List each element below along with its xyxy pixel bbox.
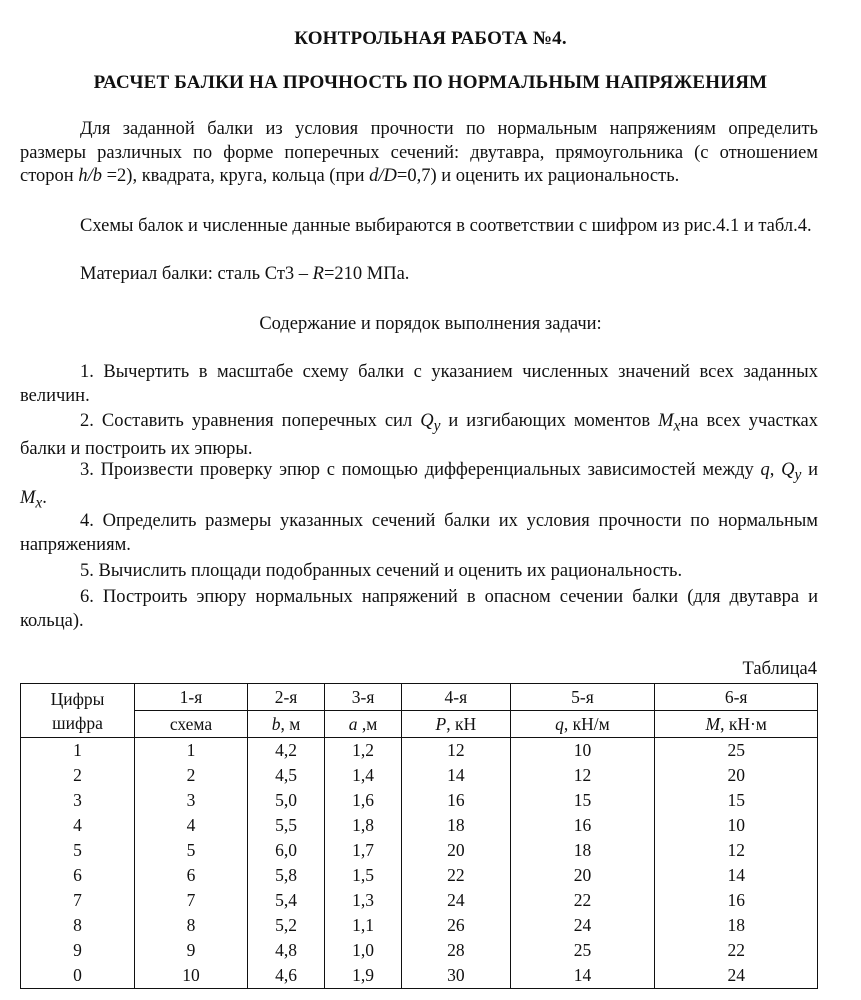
table-cell: 1,2 — [325, 738, 402, 764]
header-digit-4: 4-я — [402, 684, 510, 711]
header-digit-5: 5-я — [510, 684, 655, 711]
table-row — [21, 938, 818, 963]
table-row — [21, 913, 818, 938]
table-cell: 22 — [510, 888, 655, 913]
table-cell: 8 — [21, 913, 135, 938]
step-2: 2. Составить уравнения поперечных сил $Q_y$ и изгибающих моментов $M_xна$ всех участках балки и построить их эпюры. — [20, 411, 819, 460]
table-cell: 4,8 — [247, 938, 324, 963]
table-cell: 10 — [510, 738, 655, 764]
table-cell: 1,9 — [325, 963, 402, 989]
table-cell: 18 — [510, 838, 655, 863]
table-header-row-top — [21, 684, 818, 711]
table-cell: 24 — [510, 913, 655, 938]
table-cell: 5,8 — [247, 863, 324, 888]
table-cell: 12 — [655, 838, 818, 863]
table-cell: 9 — [135, 938, 248, 963]
table-cell: 4,2 — [247, 738, 324, 764]
table-cell: 12 — [510, 763, 655, 788]
table-cell: 15 — [510, 788, 655, 813]
table-cell: 2 — [21, 763, 135, 788]
table-caption: Таблица4 — [742, 659, 817, 679]
table-cell: 24 — [402, 888, 510, 913]
table-cell: 25 — [510, 938, 655, 963]
table-cell: 1,7 — [325, 838, 402, 863]
table-cell: 1 — [21, 738, 135, 764]
step-6: 6. Построить эпюру нормальных напряжений в опасном сечении балки (для двутавра и кольца). — [20, 587, 818, 631]
table-cell: 5,0 — [247, 788, 324, 813]
data-table — [20, 683, 818, 989]
section-heading: Содержание и порядок выполнения задачи: — [259, 314, 602, 334]
table-cell: 14 — [402, 763, 510, 788]
table-cell: 7 — [135, 888, 248, 913]
table-cell: 24 — [655, 963, 818, 989]
table-cell: 10 — [655, 813, 818, 838]
table-cell: 18 — [402, 813, 510, 838]
table-cell: 8 — [135, 913, 248, 938]
header-m: M, кН·м — [655, 711, 818, 738]
table-cell: 16 — [402, 788, 510, 813]
header-scheme: схема — [135, 711, 248, 738]
table-cell: 5,4 — [247, 888, 324, 913]
table-cell: 9 — [21, 938, 135, 963]
table-row — [21, 888, 818, 913]
intro-paragraph-2: Схемы балок и численные данные выбираются в соответствии с шифром из рис.4.1 и табл.4. — [80, 216, 812, 236]
table-cell: 14 — [655, 863, 818, 888]
table-header-row-bottom — [21, 711, 818, 738]
table-cell: 30 — [402, 963, 510, 989]
step-4: 4. Определить размеры указанных сечений балки их условия прочности по нормальным напряжениям. — [20, 511, 818, 555]
table-row — [21, 863, 818, 888]
table-cell: 15 — [655, 788, 818, 813]
table-cell: 6 — [21, 863, 135, 888]
table-cell: 22 — [402, 863, 510, 888]
table-cell: 6 — [135, 863, 248, 888]
intro-paragraph-1: Для заданной балки из условия прочности по нормальным напряжениям определить размеры различных по форме поперечных сечений: двутавра, прямоугольника (с отношением сторон h/b =2), квадрата, круга, кольца (при d/D=0,7) и оценить их рациональность. — [20, 119, 818, 186]
table-cell: 5 — [135, 838, 248, 863]
table-cell: 25 — [655, 738, 818, 764]
document-title: КОНТРОЛЬНАЯ РАБОТА №4. — [294, 28, 567, 49]
header-p: P, кН — [402, 711, 510, 738]
table-body — [21, 738, 818, 989]
table-cell: 4 — [21, 813, 135, 838]
header-b: b, м — [247, 711, 324, 738]
table-row — [21, 738, 818, 764]
table-cell: 14 — [510, 963, 655, 989]
table-cell: 1,5 — [325, 863, 402, 888]
step-1: 1. Вычертить в масштабе схему балки с указанием численных значений всех заданных величин. — [20, 362, 818, 406]
table-cell: 12 — [402, 738, 510, 764]
header-digit-1: 1-я — [135, 684, 248, 711]
table-cell: 4,5 — [247, 763, 324, 788]
table-cell: 1,1 — [325, 913, 402, 938]
header-q: q, кН/м — [510, 711, 655, 738]
table-cell: 1,8 — [325, 813, 402, 838]
table-row — [21, 963, 818, 989]
header-a: a ,м — [325, 711, 402, 738]
table-row — [21, 813, 818, 838]
table-cell: 20 — [402, 838, 510, 863]
table-cell: 22 — [655, 938, 818, 963]
header-digit-6: 6-я — [655, 684, 818, 711]
table-row — [21, 838, 818, 863]
header-digit-3: 3-я — [325, 684, 402, 711]
header-digit-2: 2-я — [247, 684, 324, 711]
step-3: 3. Произвести проверку эпюр с помощью дифференциальных зависимостей между q, $Q_y$ и $M_x$. — [20, 460, 818, 512]
table-cell: 18 — [655, 913, 818, 938]
table-cell: 28 — [402, 938, 510, 963]
table-cell: 2 — [135, 763, 248, 788]
table-cell: 5 — [21, 838, 135, 863]
table-cell: 1,0 — [325, 938, 402, 963]
table-cell: 1,6 — [325, 788, 402, 813]
material-paragraph: Материал балки: сталь Ст3 – R=210 МПа. — [80, 264, 410, 284]
table-cell: 3 — [135, 788, 248, 813]
table-row — [21, 788, 818, 813]
table-cell: 20 — [510, 863, 655, 888]
table-cell: 1 — [135, 738, 248, 764]
table-cell: 10 — [135, 963, 248, 989]
table-cell: 5,5 — [247, 813, 324, 838]
table-cell: 0 — [21, 963, 135, 989]
table-cell: 1,3 — [325, 888, 402, 913]
document-subtitle: РАСЧЕТ БАЛКИ НА ПРОЧНОСТЬ ПО НОРМАЛЬНЫМ НАПРЯЖЕНИЯМ — [93, 72, 768, 93]
table-cell: 4,6 — [247, 963, 324, 989]
table-cell: 1,4 — [325, 763, 402, 788]
table-cell: 5,2 — [247, 913, 324, 938]
table-cell: 16 — [510, 813, 655, 838]
table-cell: 20 — [655, 763, 818, 788]
header-cipher-digits: Цифры шифра — [21, 684, 135, 738]
table-cell: 7 — [21, 888, 135, 913]
table-cell: 4 — [135, 813, 248, 838]
table-cell: 3 — [21, 788, 135, 813]
step-5: 5. Вычислить площади подобранных сечений и оценить их рациональность. — [80, 561, 683, 581]
table-cell: 16 — [655, 888, 818, 913]
table-cell: 26 — [402, 913, 510, 938]
table-cell: 6,0 — [247, 838, 324, 863]
table-row — [21, 763, 818, 788]
